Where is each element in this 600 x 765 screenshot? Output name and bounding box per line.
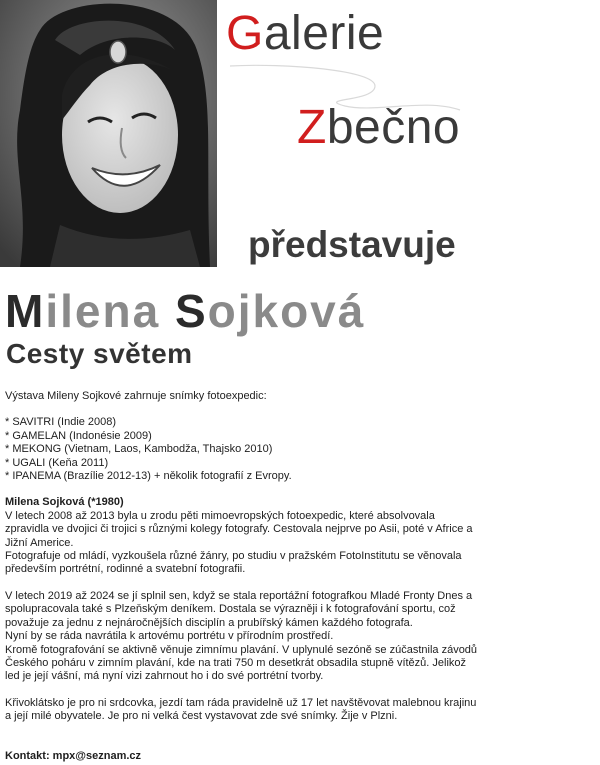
bio-line: Kromě fotografování se aktivně věnuje zimnímu plavání. V uplynulé sezóně se zúčastnila závodů (5, 643, 478, 656)
artist-name (5, 285, 366, 337)
bio-line: Fotografuje od mládí, vyzkoušela různé žánry, po studiu v pražském FotoInstitutu se věnovala (5, 550, 462, 563)
artist-last-rest: ojková (207, 285, 366, 337)
brand-rest-2: bečno (326, 101, 461, 154)
gallery-name-line1 (226, 7, 385, 60)
bio-line: spolupracovala také s Plzeňským deníkem. Dostala se výrazněji i k fotografování sportu, což (5, 603, 456, 616)
gallery-name-line2 (297, 101, 461, 154)
presents-heading: představuje (248, 224, 456, 265)
intro-text: Výstava Mileny Sojkové zahrnuje snímky fotoexpedic: (5, 390, 267, 402)
expedition-item: * MEKONG (Vietnam, Laos, Kambodža, Thajsko 2010) (5, 443, 273, 456)
bio-line: Nyní by se ráda navrátila k artovému portrétu v přírodním prostředí. (5, 630, 334, 643)
bio-line: a její milé obyvatele. Je pro ni velká čest vystavovat zde své snímky. Žije v Plzni. (5, 710, 398, 723)
bio-line: považuje za jednu z nejnáročnějších disciplín a prubířský kámen každého fotografa. (5, 616, 413, 629)
artist-last-initial: S (174, 285, 208, 337)
portrait-image (0, 0, 217, 267)
bio-line: Křivoklátsko je pro ni srdcovka, jezdí tam ráda pravidelně už 17 let navštěvovat malebnou krajinu (5, 696, 477, 709)
expedition-item: * SAVITRI (Indie 2008) (5, 416, 117, 429)
bio-line: led je její vášní, má nyní vizi zahrnout ho i do své portrétní tvorby. (5, 670, 324, 683)
brand-initial-z: Z (297, 101, 327, 154)
bio-line: především portrétní, rodinné a svatební fotografii. (5, 563, 246, 576)
bio-line: V letech 2019 až 2024 se jí splnil sen, když se stala reportážní fotografkou Mladé Fronty Dnes a (5, 589, 473, 602)
contact-line: Kontakt: mpx@seznam.cz (5, 749, 142, 762)
brand-rest-1: alerie (263, 7, 385, 60)
exhibition-description (5, 390, 595, 763)
expedition-item: * IPANEMA (Brazílie 2012-13) + několik fotografií z Evropy. (5, 470, 292, 483)
artist-first-initial: M (5, 285, 46, 337)
bio-line: zpravidla ve dvojici či trojici s různými kolegy fotografy. Cestovala nejprve po Asii, poté v Africe a (5, 523, 473, 536)
expedition-item: * GAMELAN (Indonésie 2009) (5, 429, 152, 442)
bio-line: V letech 2008 až 2013 byla u zrodu pěti mimoevropských fotoexpedic, které absolvovala (5, 509, 435, 522)
brand-initial-g: G (226, 7, 264, 60)
expedition-item: * UGALI (Keňa 2011) (5, 456, 109, 469)
exhibition-title: Cesty světem (6, 338, 193, 369)
bio-line: Českého poháru v zimním plavání, kde na trati 750 m desetkrát obsadila stupně vítězů. Jelikož (5, 656, 467, 669)
bio-heading: Milena Sojková (*1980) (5, 496, 124, 509)
artist-portrait-photo (0, 0, 217, 267)
bio-line: Jižní Americe. (5, 536, 74, 549)
artist-first-rest: ilena (45, 285, 175, 337)
